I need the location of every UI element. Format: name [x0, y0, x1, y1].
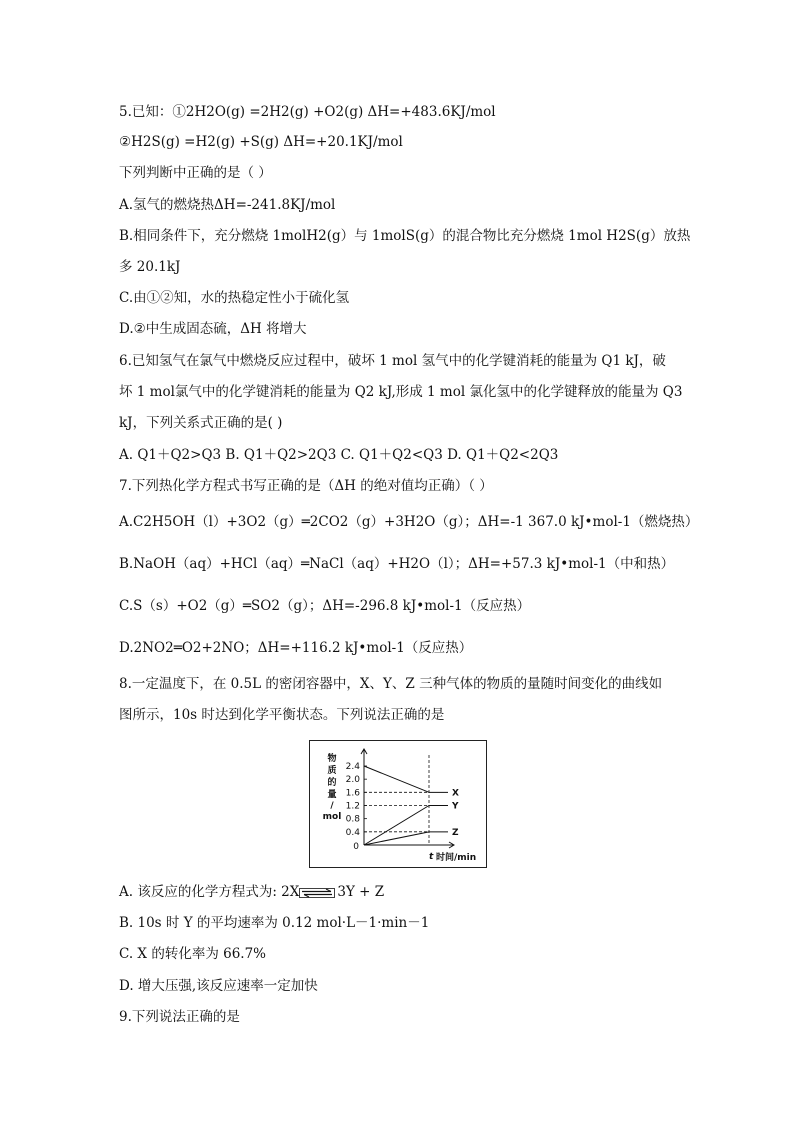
reversible-arrow-icon [299, 888, 337, 898]
q5-stem-2: ②H2S(g) =H2(g) +S(g) ΔH=+20.1KJ/mol [119, 134, 403, 150]
q8-option-b: B. 10s 时 Y 的平均速率为 0.12 mol·L－1·min－1 [119, 915, 430, 931]
y-axis-label-char: mol [322, 812, 342, 822]
q5-question: 下列判断中正确的是（ ） [119, 165, 272, 181]
y-axis-label-char: 量 [327, 790, 337, 800]
y-tick-label: 2.0 [345, 775, 360, 786]
series-x-label: X [452, 788, 459, 799]
y-axis-label-char: 质 [327, 766, 337, 776]
y-axis-label-char: 物 [327, 754, 337, 764]
y-tick-label: 2.4 [345, 762, 360, 772]
q6-stem-line3: kJ，下列关系式正确的是( ) [119, 415, 283, 431]
q8-option-a-prefix: A. 该反应的化学方程式为: 2X [119, 884, 300, 900]
series-x-line [364, 766, 429, 792]
y-tick-label: 1.6 [345, 788, 360, 799]
q5-option-b-line2: 多 20.1kJ [119, 259, 181, 275]
q5-option-a: A.氢气的燃烧热ΔH=-241.8KJ/mol [119, 197, 336, 213]
q6-options: A. Q1＋Q2>Q3 B. Q1＋Q2>2Q3 C. Q1＋Q2<Q3 D. Q1＋Q2<2Q3 [119, 447, 559, 463]
q8-option-d: D. 增大压强,该反应速率一定加快 [119, 978, 318, 994]
q9-stem: 9.下列说法正确的是 [119, 1009, 240, 1025]
q5-option-d: D.②中生成固态硫，ΔH 将增大 [119, 321, 307, 337]
q7-option-c: C.S（s）+O2（g）═SO2（g）；ΔH=-296.8 kJ•mol-1（反应热） [119, 598, 531, 614]
origin-label: 0 [353, 842, 359, 852]
q8-stem-line2: 图所示，10s 时达到化学平衡状态。下列说法正确的是 [119, 707, 445, 723]
q5-stem-1: 5.已知：①2H2O(g) =2H2(g) +O2(g) ΔH=+483.6KJ/mol [119, 104, 496, 120]
x-marker-label: t [429, 852, 434, 862]
q7-stem: 7.下列热化学方程式书写正确的是（ΔH 的绝对值均正确）（ ） [119, 478, 493, 494]
x-axis-label: 时间/min [436, 853, 477, 863]
q8-option-a-suffix: 3Y + Z [337, 884, 385, 900]
series-y-line [364, 806, 429, 846]
series-y-label: Y [452, 801, 459, 812]
q7-option-a: A.C2H5OH（l）+3O2（g）═2CO2（g）+3H2O（g）；ΔH=-1 367.0 kJ•mol-1（燃烧热） [119, 514, 699, 530]
y-axis-label-char: / [330, 801, 334, 811]
q6-stem-line2: 坏 1 mol氯气中的化学键消耗的能量为 Q2 kJ,形成 1 mol 氯化氢中的化学键释放的能量为 Q3 [119, 384, 683, 400]
q8-stem-line1: 8.一定温度下，在 0.5L 的密闭容器中，X、Y、Z 三种气体的物质的量随时间变化的曲线如 [119, 676, 663, 692]
series-z-line [364, 832, 429, 845]
q5-option-c: C.由①②知，水的热稳定性小于硫化氢 [119, 290, 350, 306]
q8-option-c: C. X 的转化率为 66.7% [119, 946, 267, 962]
y-tick-label: 0.8 [345, 814, 360, 825]
y-axis-label-char: 的 [327, 778, 337, 788]
q7-option-d: D.2NO2═O2+2NO；ΔH=+116.2 kJ•mol-1（反应热） [119, 640, 473, 656]
q8-chart [309, 740, 487, 868]
y-tick-label: 1.2 [345, 801, 360, 812]
q7-option-b: B.NaOH（aq）+HCl（aq）═NaCl（aq）+H2O（l）；ΔH=+57.3 kJ•mol-1（中和热） [119, 556, 675, 572]
y-tick-label: 0.4 [345, 827, 360, 838]
q8-option-a [119, 883, 384, 901]
chart-svg [310, 741, 486, 867]
q5-option-b-line1: B.相同条件下，充分燃烧 1molH2(g）与 1molS(g）的混合物比充分燃烧 1mol H2S(g）放热 [119, 228, 691, 244]
series-z-label: Z [452, 827, 459, 838]
q6-stem-line1: 6.已知氢气在氯气中燃烧反应过程中，破坏 1 mol 氢气中的化学键消耗的能量为 Q1 kJ，破 [119, 353, 666, 369]
